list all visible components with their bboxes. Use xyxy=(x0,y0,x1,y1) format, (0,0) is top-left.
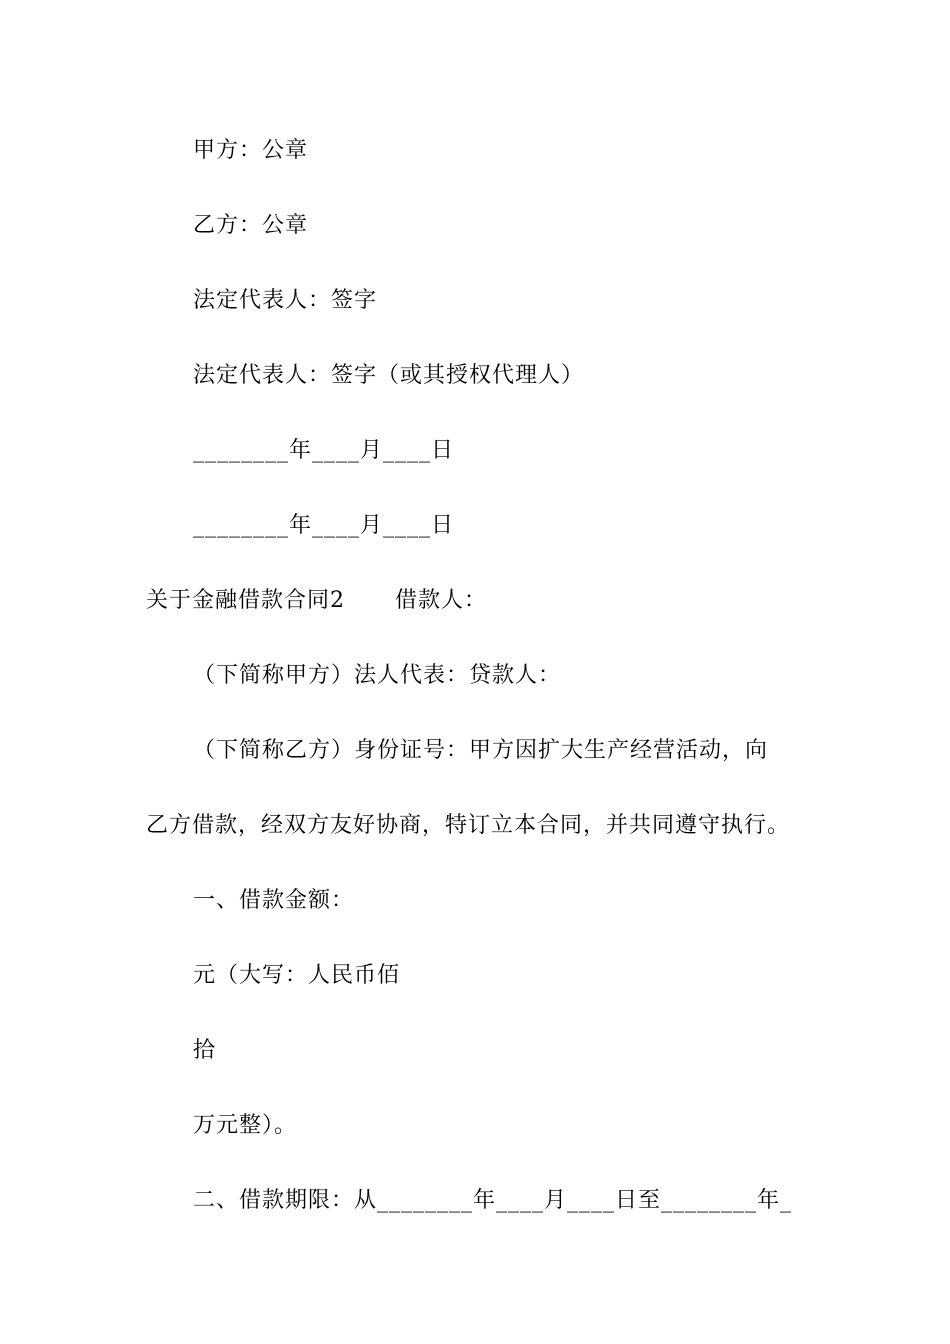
section-2-loan-term: 二、借款期限：从________年____月____日至________年_ xyxy=(193,1188,793,1213)
contract-title: 关于金融借款合同2 xyxy=(146,588,345,613)
loan-amount-line-3: 万元整）。 xyxy=(193,1113,298,1138)
contract-title-line xyxy=(146,586,487,616)
party-b-definition: （下简称乙方）身份证号：甲方因扩大生产经营活动，向 xyxy=(193,738,769,763)
party-b-seal: 乙方：公章 xyxy=(193,213,309,238)
signature-date-a: ________年____月____日 xyxy=(193,438,455,463)
legal-rep-signature-a: 法定代表人：签字 xyxy=(193,288,378,313)
signature-date-b: ________年____月____日 xyxy=(193,513,455,538)
loan-amount-line-1: 元（大写：人民币佰 xyxy=(193,963,401,988)
legal-rep-signature-b: 法定代表人：签字（或其授权代理人） xyxy=(193,363,585,388)
party-a-definition: （下简称甲方）法人代表：贷款人： xyxy=(193,663,562,688)
loan-amount-line-2: 拾 xyxy=(193,1038,217,1063)
party-a-seal: 甲方：公章 xyxy=(193,138,309,163)
borrower-label: 借款人： xyxy=(395,588,488,613)
contract-purpose: 乙方借款，经双方友好协商，特订立本合同，并共同遵守执行。 xyxy=(146,813,791,838)
section-1-title: 一、借款金额： xyxy=(193,888,355,913)
